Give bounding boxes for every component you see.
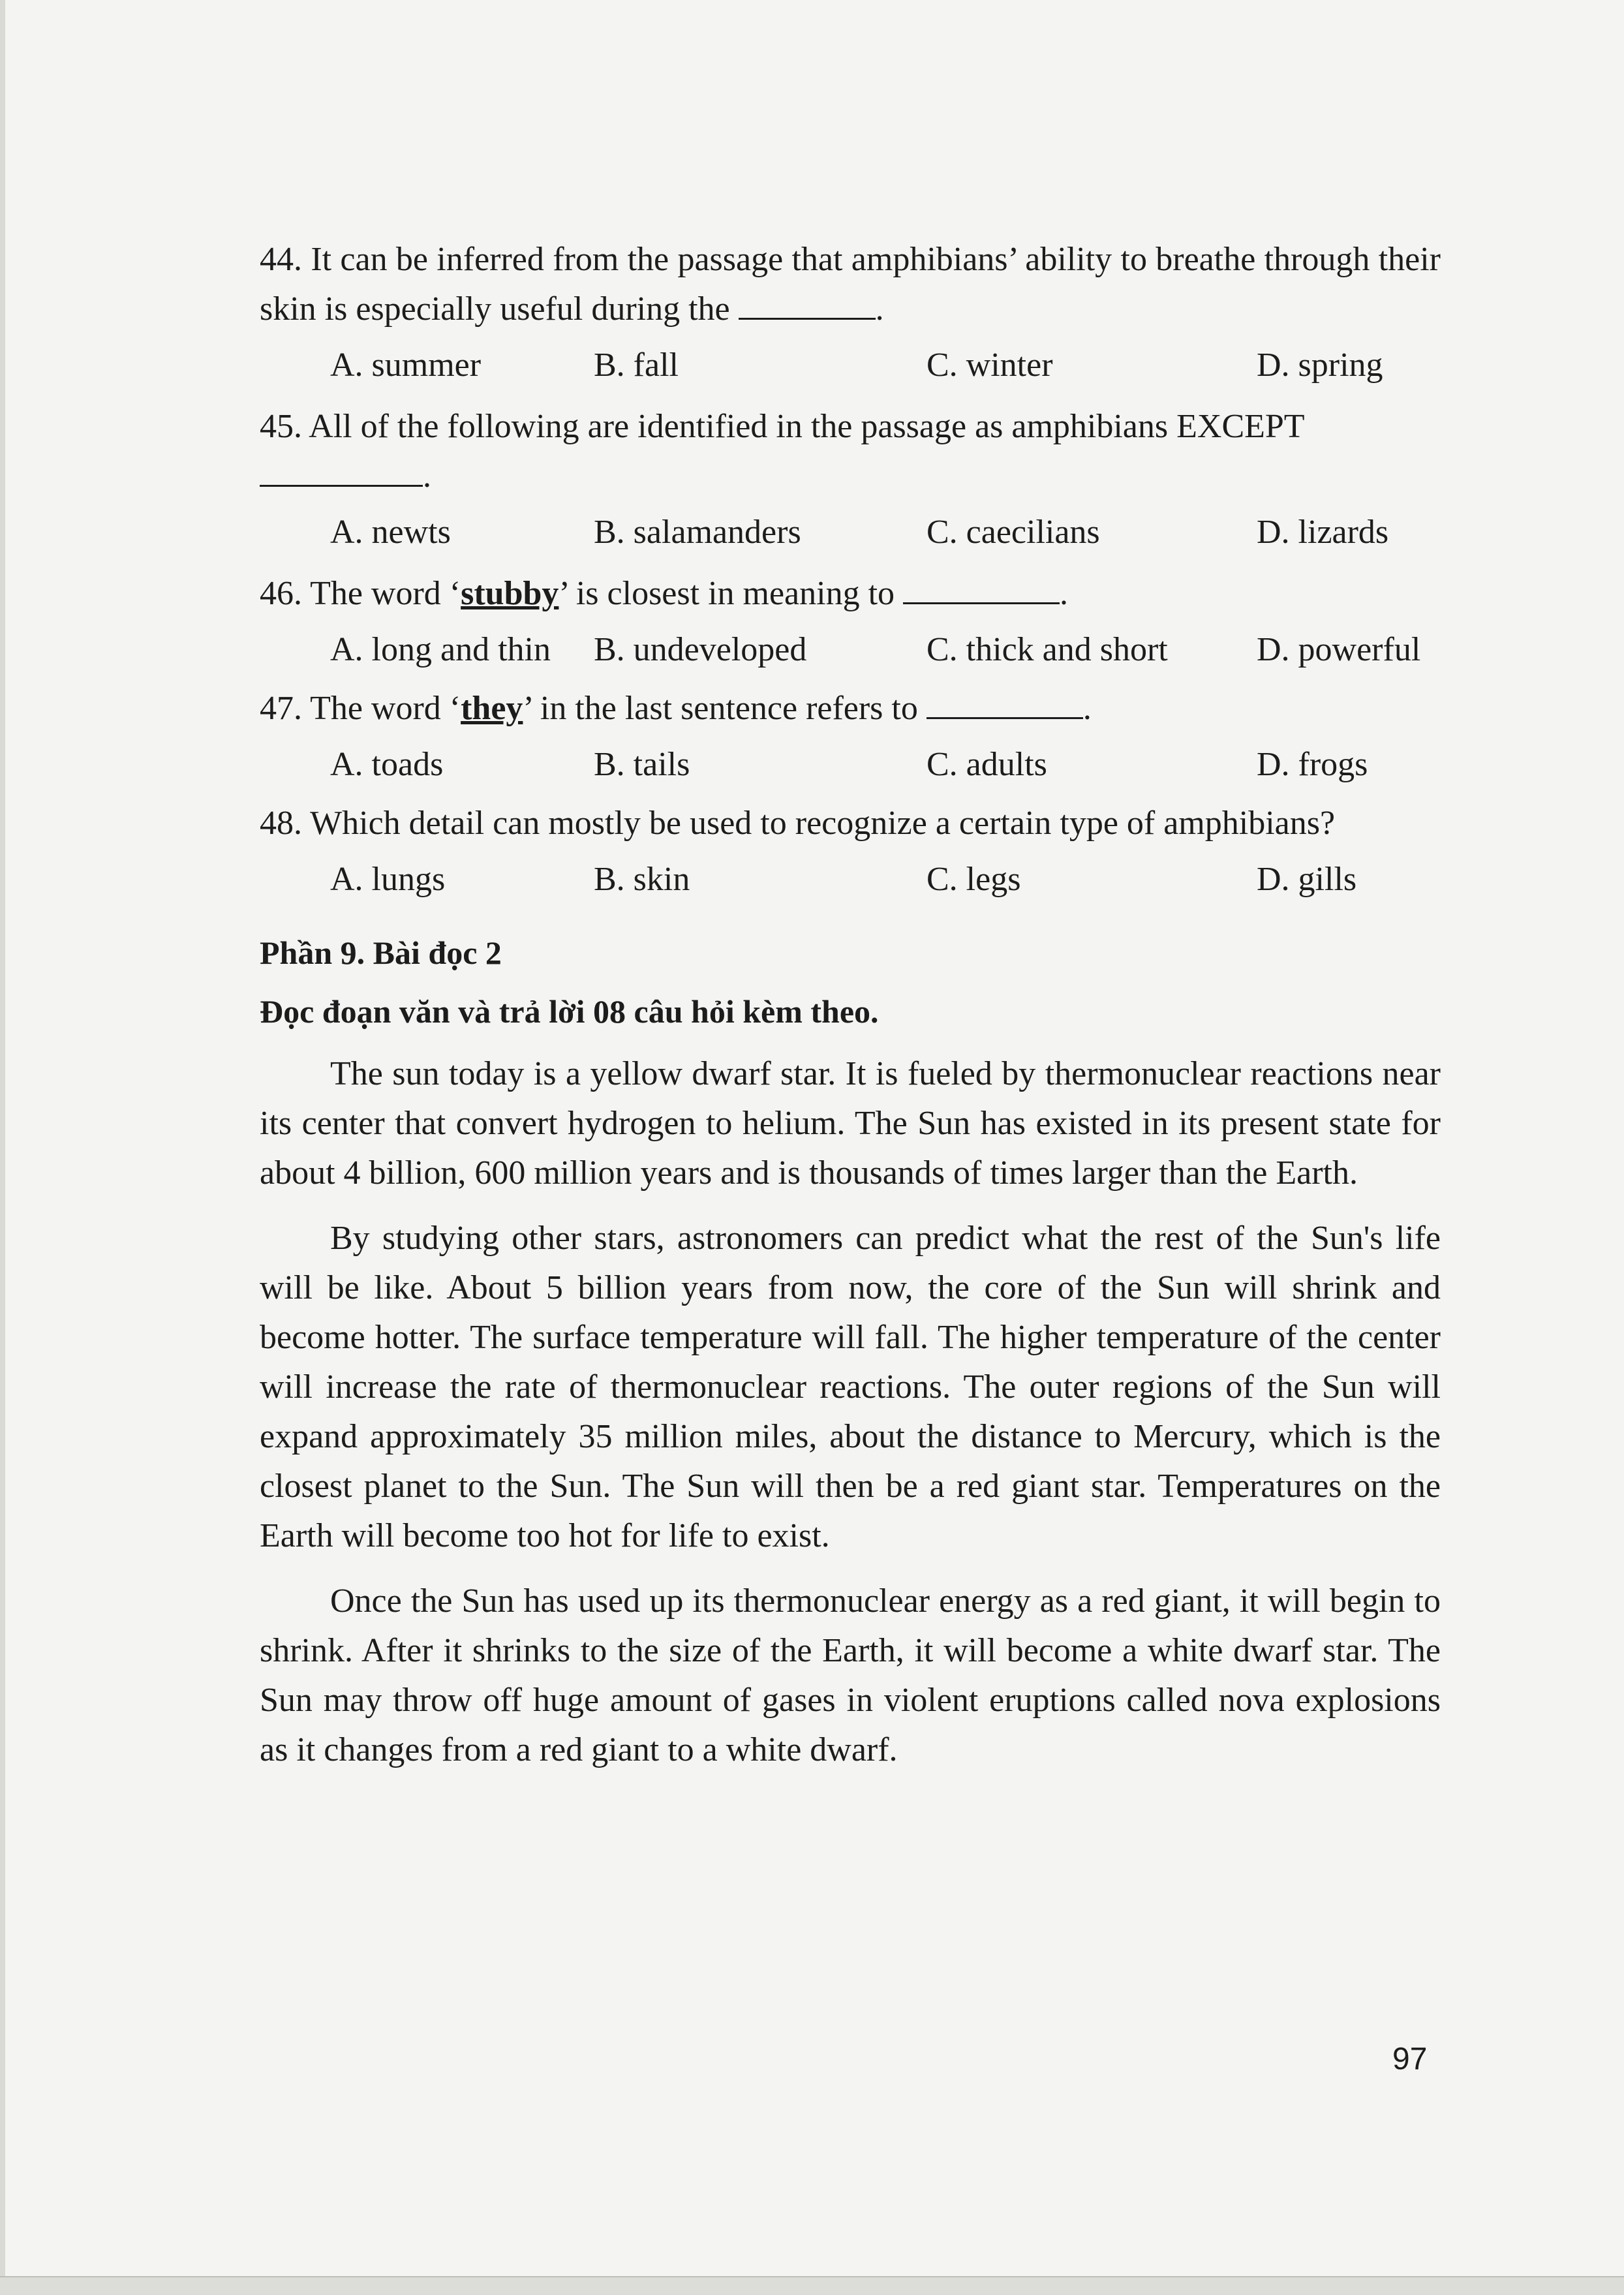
option-c: C. adults bbox=[927, 746, 1047, 783]
options-46 bbox=[260, 619, 1441, 684]
passage-paragraph-3: Once the Sun has used up its thermonuclear energy as a red giant, it will begin to shrink. After it shrinks to the size of the Earth, it will become a white dwarf star. The Sun may throw off huge amount of gases in violent eruptions called nova explosions as it changes from a red giant to a white dwarf. bbox=[260, 1582, 1441, 1768]
options-48 bbox=[260, 848, 1441, 914]
question-text: Which detail can mostly be used to recognize a certain type of amphibians? bbox=[310, 805, 1336, 842]
option-a: A. long and thin bbox=[330, 631, 551, 668]
question-number: 46. bbox=[260, 575, 302, 612]
answer-blank bbox=[903, 598, 1060, 604]
question-46: 46. The word ‘stubby’ is closest in meaning to . bbox=[260, 575, 1069, 612]
option-d: D. powerful bbox=[1257, 631, 1421, 668]
option-d: D. lizards bbox=[1257, 514, 1389, 551]
question-number: 48. bbox=[260, 805, 302, 842]
question-text: It can be inferred from the passage that amphibians’ ability to breathe through their skin is especially useful during the bbox=[260, 241, 1441, 328]
option-b: B. tails bbox=[594, 746, 690, 783]
options-44 bbox=[260, 334, 1441, 402]
option-a: A. toads bbox=[330, 746, 444, 783]
page-number: 97 bbox=[1392, 2042, 1428, 2076]
answer-blank bbox=[927, 713, 1083, 719]
option-a: A. summer bbox=[330, 347, 482, 384]
option-d: D. spring bbox=[1257, 347, 1383, 384]
option-b: B. undeveloped bbox=[594, 631, 807, 668]
passage-paragraph-2: By studying other stars, astronomers can predict what the rest of the Sun's life will be like. About 5 billion years from now, the core of the Sun will shrink and become hotter. The surface temperature will fall. The higher temperature of the center will increase the rate of thermonuclear reactions. The outer regions of the Sun will expand approximately 35 million miles, about the distance to Mercury, which is the closest planet to the Sun. The Sun will then be a red giant star. Temperatures on the Earth will become too hot for life to exist. bbox=[260, 1220, 1441, 1554]
question-number: 47. bbox=[260, 690, 302, 727]
question-45: 45. All of the following are identified in the passage as amphibians EXCEPT . bbox=[260, 408, 1305, 495]
question-number: 44. bbox=[260, 241, 302, 278]
option-b: B. skin bbox=[594, 861, 690, 898]
question-48 bbox=[260, 799, 1441, 848]
option-a: A. newts bbox=[330, 514, 451, 551]
question-text: The word ‘ bbox=[310, 575, 461, 612]
option-b: B. salamanders bbox=[594, 514, 801, 551]
question-text: All of the following are identified in the passage as amphibians EXCEPT bbox=[309, 408, 1305, 445]
question-number: 45. bbox=[260, 408, 302, 445]
options-47 bbox=[260, 733, 1441, 799]
option-d: D. frogs bbox=[1257, 746, 1368, 783]
page-content bbox=[260, 235, 1441, 1775]
option-a: A. lungs bbox=[330, 861, 446, 898]
question-44: 44. It can be inferred from the passage that amphibians’ ability to breathe through their skin is especially useful during the . bbox=[260, 241, 1441, 328]
option-d: D. gills bbox=[1257, 861, 1357, 898]
answer-blank bbox=[739, 314, 876, 320]
question-47: 47. The word ‘they’ in the last sentence refers to . bbox=[260, 690, 1092, 727]
option-c: C. thick and short bbox=[927, 631, 1168, 668]
option-c: C. winter bbox=[927, 347, 1053, 384]
option-b: B. fall bbox=[594, 347, 679, 384]
scan-bottom-edge bbox=[0, 2276, 1624, 2295]
page-edge bbox=[0, 0, 5, 2294]
passage-paragraph-1: The sun today is a yellow dwarf star. It is fueled by thermonuclear reactions near its center that convert hydrogen to helium. The Sun has existed in its present state for about 4 billion, 600 million years and is thousands of times larger than the Earth. bbox=[260, 1055, 1441, 1192]
question-text: The word ‘ bbox=[310, 690, 461, 727]
section-instruction: Đọc đoạn văn và trả lời 08 câu hỏi kèm theo. bbox=[260, 993, 879, 1030]
keyword: stubby bbox=[461, 575, 559, 612]
section-title: Phần 9. Bài đọc 2 bbox=[260, 934, 502, 971]
option-c: C. caecilians bbox=[927, 514, 1100, 551]
option-c: C. legs bbox=[927, 861, 1021, 898]
answer-blank bbox=[260, 481, 423, 487]
keyword: they bbox=[461, 690, 523, 727]
options-45 bbox=[260, 501, 1441, 569]
